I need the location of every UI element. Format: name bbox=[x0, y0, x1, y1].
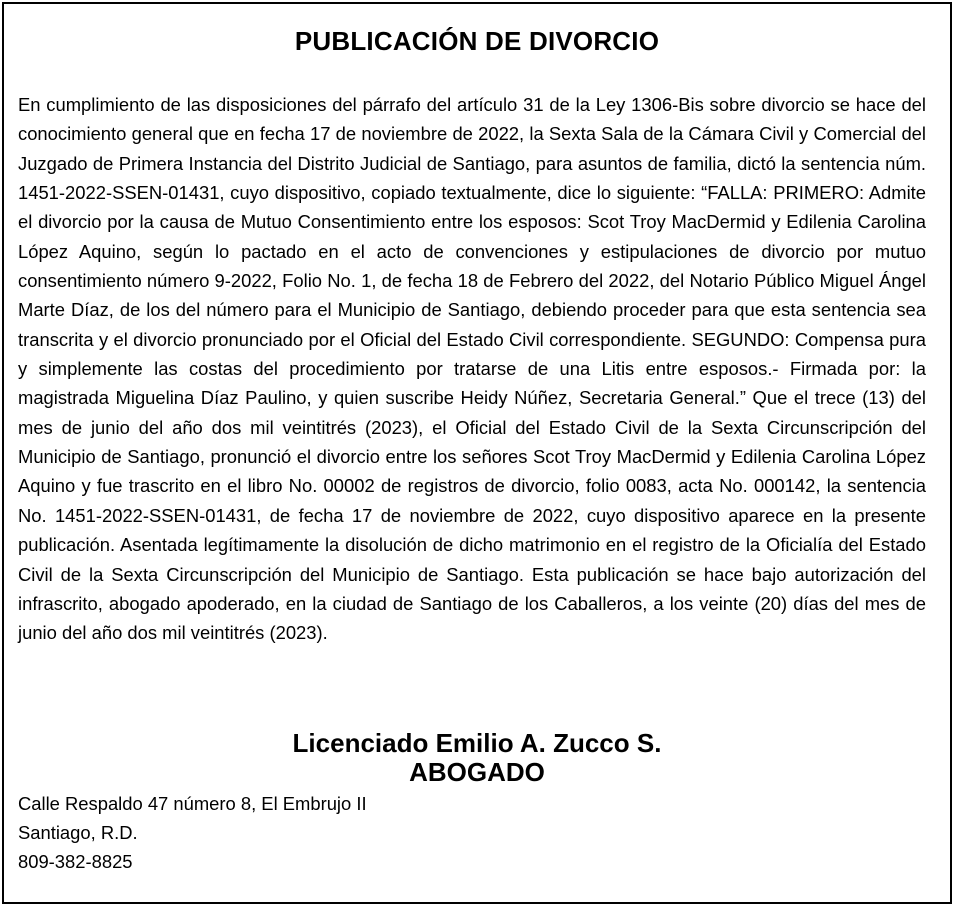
signer-title: ABOGADO bbox=[409, 757, 545, 787]
notice-title: PUBLICACIÓN DE DIVORCIO bbox=[294, 26, 660, 56]
contact-city: Santiago, R.D. bbox=[18, 822, 138, 843]
contact-address: Calle Respaldo 47 número 8, El Embrujo II bbox=[18, 793, 367, 814]
signer-name: Licenciado Emilio A. Zucco S. bbox=[292, 728, 662, 758]
contact-phone: 809-382-8825 bbox=[18, 851, 133, 872]
notice-body: En cumplimiento de las disposiciones del párrafo del artículo 31 de la Ley 1306-Bis sobre divorcio se hace del conocimiento general que en fecha 17 de noviembre de 2022, la Sexta Sala de la Cámara Civil y Comercial del Juzgado de Primera Instancia del Distrito Judicial de Santiago, para asuntos de familia, dictó la sentencia núm. 1451-2022-SSEN-01431, cuyo dispositivo, copiado textualmente, dice lo siguiente: “FALLA: PRIMERO: Admite el divorcio por la causa de Mutuo Consentimiento entre los esposos: Scot Troy MacDermid y Edilenia Carolina López Aquino, según lo pactado en el acto de convenciones y estipulaciones de divorcio por mutuo consentimiento número 9-2022, Folio No. 1, de fecha 18 de Febrero del 2022, del Notario Público Miguel Ángel Marte Díaz, de los del número para el Municipio de Santiago, debiendo proceder para que esta sentencia sea transcrita y el divorcio pronunciado por el Oficial del Estado Civil correspondiente. SEGUNDO: Compensa pura y simplemente las costas del procedimiento por tratarse de una Litis entre esposos.- Firmada por: la magistrada Miguelina Díaz Paulino, y quien suscribe Heidy Núñez, Secretaria General.” Que el trece (13) del mes de junio del año dos mil veintitrés (2023), el Oficial del Estado Civil de la Sexta Circunscripción del Municipio de Santiago, pronunció el divorcio entre los señores Scot Troy MacDermid y Edilenia Carolina López Aquino y fue trascrito en el libro No. 00002 de registros de divorcio, folio 0083, acta No. 000142, la sentencia No. 1451-2022-SSEN-01431, de fecha 17 de noviembre de 2022, cuyo dispositivo aparece en la presente publicación. Asentada legítimamente la disolución de dicho matrimonio en el registro de la Oficialía del Estado Civil de la Sexta Circunscripción del Municipio de Santiago. Esta publicación se hace bajo autorización del infrascrito, abogado apoderado, en la ciudad de Santiago de los Caballeros, a los veinte (20) días del mes de junio del año dos mil veintitrés (2023). bbox=[18, 94, 926, 644]
